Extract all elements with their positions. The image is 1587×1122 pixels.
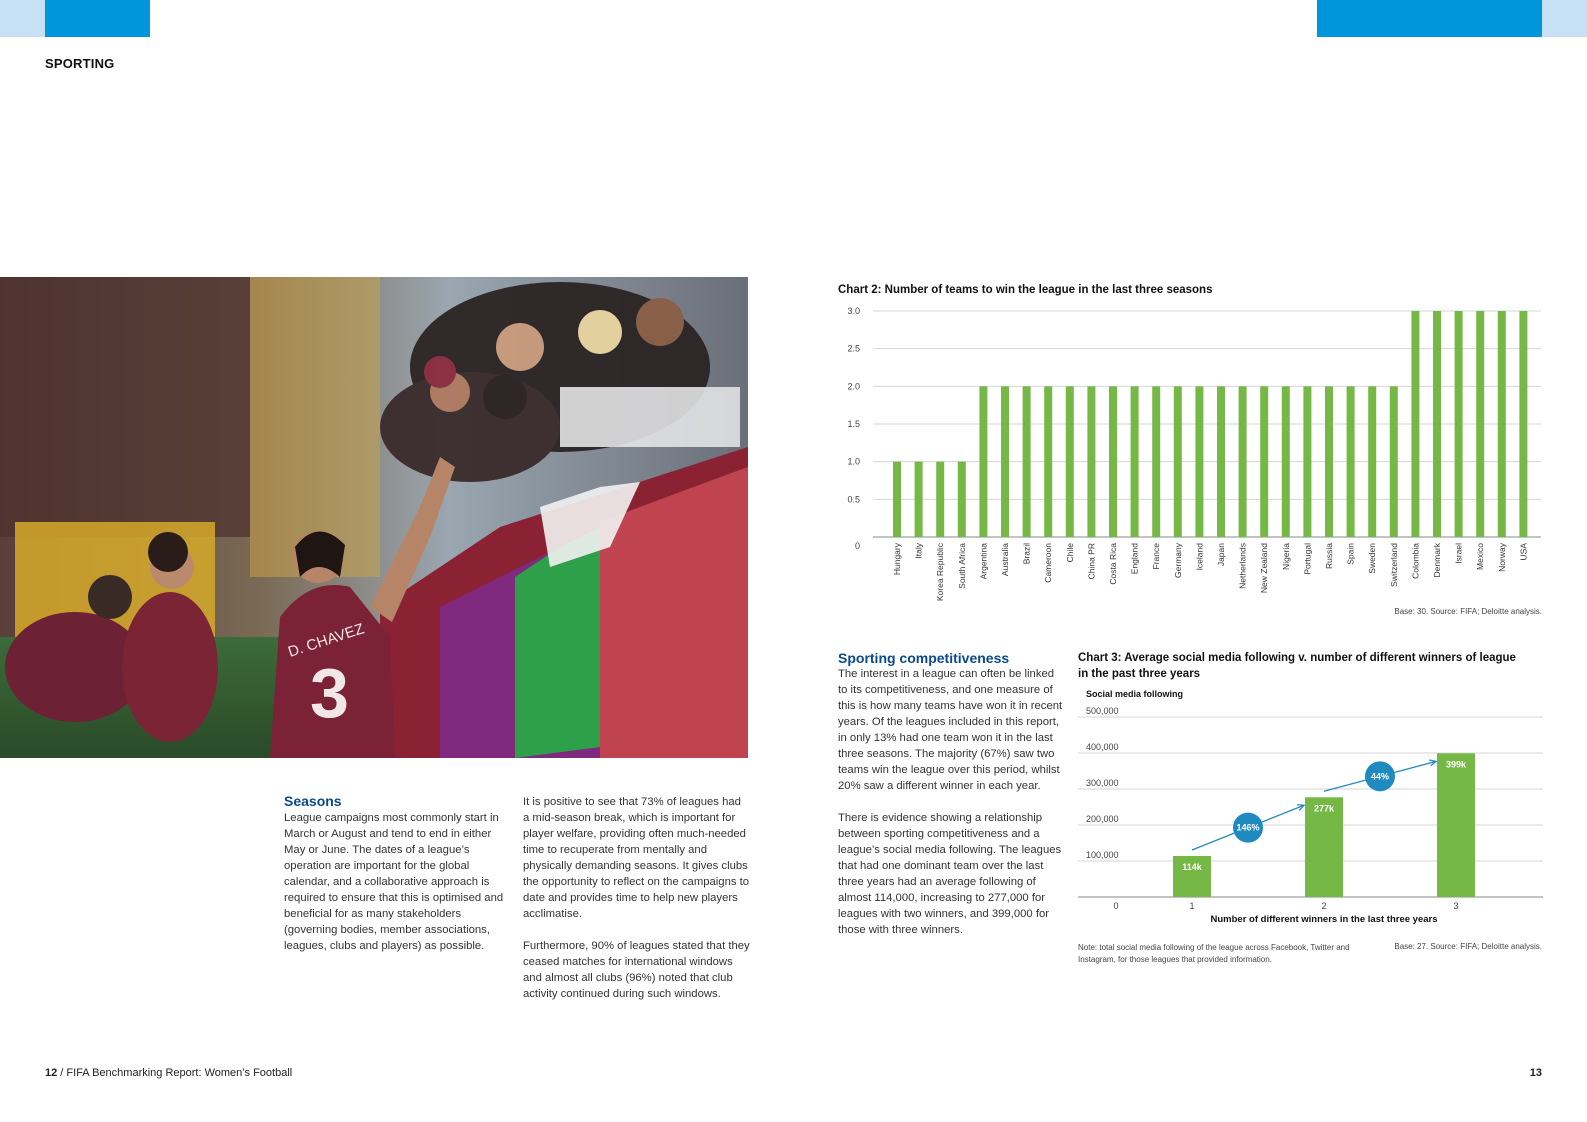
chart2-x-label: Brazil: [1021, 543, 1032, 565]
report-title: / FIFA Benchmarking Report: Women’s Football: [57, 1067, 293, 1079]
chart3-data-label: 399k: [1445, 759, 1467, 770]
chart2-bar: [1282, 386, 1290, 537]
chart3-note-line-2: Instagram, for those leagues that provided information.: [1078, 955, 1272, 964]
international-windows-paragraph: Furthermore, 90% of leagues stated that they ceased matches for international windows and almost all clubs (96%) noted that club activity continued during such windows.: [523, 940, 750, 1000]
chart2-bar: [1433, 311, 1441, 537]
top-bar-light-right: [1542, 0, 1587, 37]
chart3-x-axis-label: Number of different winners in the last three years: [1210, 914, 1438, 925]
chart2-y-tick: 2.5: [847, 343, 860, 354]
chart2-bar: [1455, 311, 1463, 537]
chart2-bar: [1260, 386, 1268, 537]
chart2-bar: [1044, 386, 1052, 537]
chart2-y-tick: 0: [854, 541, 860, 551]
chart2-bar: [893, 462, 901, 537]
chart2-x-label: South Africa: [956, 543, 967, 589]
section-title: SPORTING: [45, 56, 115, 71]
chart3-x-tick: 2: [1321, 901, 1327, 911]
chart2-bar: [1239, 386, 1247, 537]
chart2-x-label: Nigeria: [1280, 543, 1291, 570]
page-number-left: 12: [45, 1067, 58, 1079]
chart3: [1078, 688, 1543, 928]
chart3-x-tick: 3: [1453, 901, 1459, 911]
competitiveness-paragraph-2: There is evidence showing a relationship between sporting competitiveness and a league’s social media following. The leagues that had one dominant team over the last three years had an average following of almost 114,000, increasing to 277,000 for leagues with two winners, and 399,000 for those with three winners.: [838, 812, 1062, 936]
chart2-bar: [1519, 311, 1527, 537]
seasons-paragraph: League campaigns most commonly start in March or August and tend to end in either May or June. The dates of a league’s operation are important for the global calendar, and a collaborative approach is required to ensure that this is optimised and beneficial for as many stakeholders (governing bodies, member associations, leagues, clubs and players) as possible.: [284, 812, 504, 952]
chart2-bar: [936, 462, 944, 537]
chart2-x-label: Switzerland: [1388, 543, 1399, 587]
chart2-x-label: USA: [1518, 543, 1529, 561]
chart2-x-label: New Zealand: [1259, 543, 1270, 594]
top-bar-blue-right: [1317, 0, 1542, 37]
chart2-x-label: Costa Rica: [1108, 543, 1118, 585]
chart2-x-label: Israel: [1453, 543, 1464, 564]
chart2-x-label: Cameroon: [1043, 543, 1054, 583]
chart2-x-label: Colombia: [1410, 543, 1421, 579]
chart2-bar: [1131, 386, 1139, 537]
chart3-growth-label: 146%: [1236, 822, 1260, 833]
chart3-y-tick: 300,000: [1086, 778, 1119, 788]
chart2-bar: [1217, 386, 1225, 537]
top-bar-light-left: [0, 0, 45, 37]
chart2-bar: [1347, 386, 1355, 537]
chart2-bar: [958, 462, 966, 537]
chart2-x-label: Japan: [1216, 543, 1226, 567]
chart2-y-tick: 2.0: [847, 381, 860, 392]
chart3-data-label: 277k: [1313, 803, 1335, 814]
chart2-x-label: Mexico: [1475, 543, 1486, 570]
chart2-y-tick: 1.5: [847, 419, 860, 429]
chart2-bar: [1368, 386, 1376, 537]
competitiveness-text: [838, 666, 1063, 954]
chart2-bar: [1066, 386, 1074, 537]
chart2-x-label: England: [1129, 543, 1140, 575]
chart2-x-label: Chile: [1064, 543, 1075, 563]
chart3-y-tick: 500,000: [1086, 706, 1119, 716]
chart2-bar: [915, 462, 923, 537]
chart2-bar: [1109, 386, 1117, 537]
chart2-bar: [1174, 386, 1182, 537]
chart2-x-label: Denmark: [1432, 543, 1442, 578]
chart2-x-label: Australia: [1000, 543, 1010, 577]
jersey-name: D. CHAVEZ: [285, 620, 367, 661]
chart3-growth-label: 44%: [1370, 771, 1390, 782]
chart3-source: Base: 27. Source: FIFA; Deloitte analysis.: [1394, 942, 1542, 951]
competitiveness-heading: Sporting competitiveness: [838, 650, 1010, 666]
chart2-title: Chart 2: Number of teams to win the league in the last three seasons: [838, 284, 1213, 296]
chart2-bar: [1498, 311, 1506, 537]
chart3-bar: [1437, 753, 1475, 897]
chart2-x-label: Italy: [913, 543, 924, 559]
chart3-x-tick: 1: [1189, 901, 1195, 911]
chart3-note: [1078, 942, 1350, 966]
chart2-x-label: Korea Republic: [935, 543, 946, 602]
chart2-bar: [1390, 386, 1398, 537]
jersey-number: 3: [310, 654, 349, 732]
chart3-title-line-2: in the past three years: [1078, 668, 1201, 680]
chart2-x-label: Sweden: [1367, 543, 1378, 574]
chart2-x-label: Argentina: [978, 543, 989, 580]
chart2-x-label: Netherlands: [1237, 543, 1248, 589]
seasons-heading: Seasons: [284, 793, 342, 809]
seasons-column-2: [523, 794, 750, 1018]
chart2-x-label: Russia: [1324, 543, 1334, 569]
chart2-bar: [1325, 386, 1333, 537]
chart2-x-label: Hungary: [892, 543, 902, 576]
chart2-x-label: Portugal: [1302, 543, 1313, 575]
mid-season-paragraph: It is positive to see that 73% of leagues had a mid-season break, which is important for player welfare, providing often much-needed time to recuperate from mentally and physically demanding seasons. It gives clubs the opportunity to reflect on the campaigns to date and provides time to help new players acclimatise.: [523, 796, 750, 920]
chart2-bar: [1195, 386, 1203, 537]
chart2-x-label: Germany: [1172, 543, 1183, 578]
chart3-y-tick: 200,000: [1086, 814, 1119, 824]
chart2-bar: [1023, 386, 1031, 537]
footer-left: [45, 1067, 292, 1079]
chart3-data-label: 114k: [1182, 861, 1202, 872]
chart2: [838, 300, 1543, 605]
chart2-bar: [1303, 386, 1311, 537]
seasons-column-1: [284, 810, 504, 970]
competitiveness-paragraph-1: The interest in a league can often be linked to its competitiveness, and one measure of this is how many teams have won it in recent years. Of the leagues included in this report, in only 13% had one team won it in the last three seasons. The majority (67%) saw two teams win the league over this period, whilst 20% saw a different winner in each year.: [838, 668, 1063, 792]
page-number-right: 13: [1529, 1067, 1542, 1079]
chart3-x-tick-zero: 0: [1113, 901, 1119, 911]
chart2-x-label: China PR: [1086, 543, 1097, 580]
chart2-y-tick: 1.0: [847, 456, 860, 467]
chart3-note-line-1: Note: total social media following of the league across Facebook, Twitter and: [1078, 943, 1350, 952]
chart2-x-label: Norway: [1496, 543, 1507, 572]
chart2-x-label: Iceland: [1194, 543, 1205, 571]
chart3-title: [1078, 650, 1548, 682]
chart2-bar: [1087, 386, 1095, 537]
chart2-source: Base: 30. Source: FIFA; Deloitte analysis.: [1394, 607, 1542, 616]
chart2-bar: [979, 386, 987, 537]
chart2-y-tick: 3.0: [847, 306, 860, 316]
chart3-y-axis-label: Social media following: [1086, 689, 1184, 699]
top-bar-blue-left: [45, 0, 150, 37]
chart3-y-tick: 400,000: [1086, 742, 1119, 752]
chart2-bar: [1001, 386, 1009, 537]
chart2-bar: [1152, 386, 1160, 537]
chart2-y-tick: 0.5: [847, 494, 860, 505]
chart2-bar: [1411, 311, 1419, 537]
chart2-x-label: Spain: [1345, 543, 1356, 565]
player-celebration-photo: [0, 277, 748, 758]
chart3-y-tick: 100,000: [1086, 850, 1119, 860]
chart3-title-line-1: Chart 3: Average social media following v. number of different winners of league: [1078, 652, 1516, 664]
chart2-bar: [1476, 311, 1484, 537]
chart2-x-label: France: [1151, 543, 1162, 570]
